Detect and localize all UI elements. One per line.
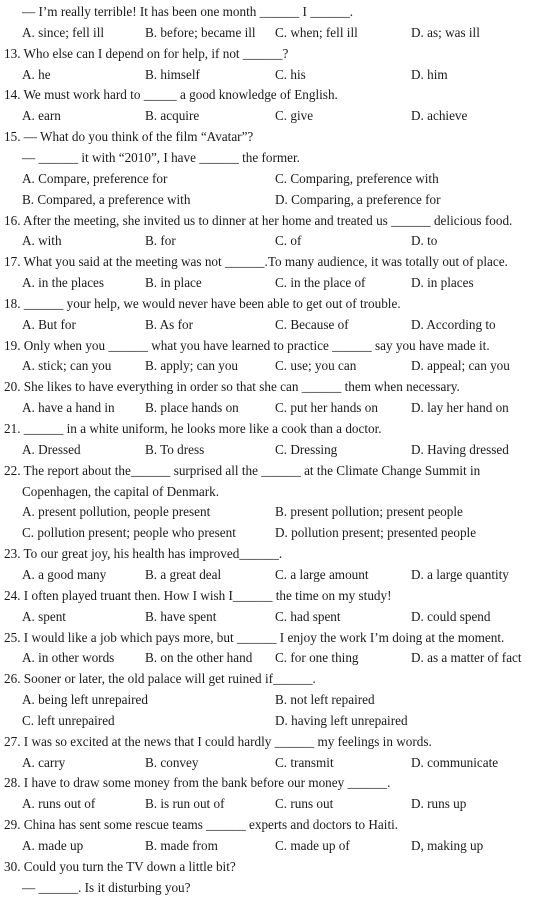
options-line	[0, 564, 543, 585]
answer-option: A. made up	[22, 838, 84, 853]
answer-option: B. have spent	[145, 608, 217, 624]
answer-option: B. To dress	[145, 441, 205, 457]
answer-option: C. made up of	[275, 838, 350, 853]
answer-option: D. in places	[411, 275, 474, 291]
answer-option: C. his	[275, 66, 306, 82]
options-line	[0, 189, 543, 210]
answer-option: B. is run out of	[145, 796, 225, 812]
answer-option: D. Having dressed	[411, 441, 509, 457]
answer-option: A. runs out of	[22, 796, 96, 812]
options-line	[0, 501, 543, 522]
options-line	[0, 606, 543, 627]
answer-option: C. had spent	[275, 608, 341, 624]
answer-option: D. to	[411, 233, 438, 249]
question-line	[0, 293, 543, 314]
answer-option: A. stick; can you	[22, 358, 112, 374]
answer-option: A. spent	[22, 608, 66, 624]
options-line	[0, 105, 543, 126]
answer-option: D. as; was ill	[411, 24, 480, 40]
question-line	[0, 856, 543, 877]
answer-option: B. for	[145, 233, 176, 249]
answer-option: D. a large quantity	[411, 566, 509, 582]
options-line	[0, 355, 543, 376]
answer-option: C. transmit	[275, 754, 334, 770]
options-line	[0, 647, 543, 668]
question-text: — ______ it with “2010”, I have ______ the former.	[22, 149, 300, 165]
question-line	[0, 210, 543, 231]
question-text: 23. To our great joy, his health has improved______.	[4, 546, 283, 562]
options-line	[0, 314, 543, 335]
answer-option: B. himself	[145, 66, 200, 82]
options-line	[0, 397, 543, 418]
answer-option: C. Because of	[275, 316, 349, 332]
answer-option: D. communicate	[411, 754, 499, 770]
answer-option: B. place hands on	[145, 400, 239, 416]
answer-option: B. acquire	[145, 108, 200, 124]
answer-option: A. carry	[22, 754, 66, 770]
answer-option: A. in the places	[22, 275, 105, 291]
answer-option: B. present pollution; present people	[275, 504, 463, 520]
answer-option: D. Comparing, a preference for	[275, 191, 441, 207]
answer-option: C. pollution present; people who present	[22, 525, 236, 541]
answer-option: C. left unrepaired	[22, 712, 115, 728]
question-text: 28. I have to draw some money from the bank before our money ______.	[4, 775, 391, 791]
question-text: 20. She likes to have everything in order so that she can ______ them when necessary.	[4, 379, 460, 395]
answer-option: A. But for	[22, 316, 76, 332]
question-text: 16. After the meeting, she invited us to dinner at her home and treated us ______ delicious food.	[4, 212, 513, 228]
question-text: 18. ______ your help, we would never have been able to get out of trouble.	[4, 295, 401, 311]
options-line	[0, 689, 543, 710]
answer-option: C. in the place of	[275, 275, 366, 291]
answer-option: B. in place	[145, 275, 202, 291]
answer-option: C. of	[275, 233, 302, 249]
question-text: 22. The report about the______ surprised all the ______ at the Climate Change Summit in	[4, 462, 481, 478]
question-line	[0, 814, 543, 835]
answer-option: C. when; fell ill	[275, 24, 358, 40]
answer-option: C. put her hands on	[275, 400, 378, 416]
answer-option: A. have a hand in	[22, 400, 115, 416]
answer-option: D. achieve	[411, 108, 468, 124]
answer-option: A. being left unrepaired	[22, 692, 148, 708]
answer-option: D, making up	[411, 838, 484, 853]
question-text: 27. I was so excited at the news that I could hardly ______ my feelings in words.	[4, 733, 432, 749]
question-line	[0, 335, 543, 356]
answer-option: B. Compared, a preference with	[22, 191, 191, 207]
answer-option: C. a large amount	[275, 566, 369, 582]
answer-option: D. pollution present; presented people	[275, 525, 477, 541]
answer-option: B. As for	[145, 316, 193, 332]
question-line	[0, 543, 543, 564]
question-line	[0, 126, 543, 147]
options-line	[0, 439, 543, 460]
answer-option: D. having left unrepaired	[275, 712, 408, 728]
question-line	[0, 418, 543, 439]
answer-option: D. According to	[411, 316, 496, 332]
answer-option: D. him	[411, 66, 448, 82]
answer-option: D. runs up	[411, 796, 467, 812]
answer-option: C. for one thing	[275, 650, 359, 666]
answer-option: C. give	[275, 108, 314, 124]
answer-option: B. before; became ill	[145, 24, 256, 40]
answer-option: C. use; you can	[275, 358, 357, 374]
question-text: — ______. Is it disturbing you?	[22, 879, 191, 895]
question-text: 30. Could you turn the TV down a little bit?	[4, 858, 236, 874]
answer-option: C. runs out	[275, 796, 334, 812]
answer-option: D. as a matter of fact	[411, 650, 522, 666]
answer-option: B. not left repaired	[275, 692, 375, 708]
answer-option: A. Compare, preference for	[22, 170, 168, 186]
answer-option: B. a great deal	[145, 566, 222, 582]
question-line	[0, 43, 543, 64]
options-line	[0, 168, 543, 189]
answer-option: D. appeal; can you	[411, 358, 510, 374]
answer-option: B. convey	[145, 754, 199, 770]
question-line	[0, 251, 543, 272]
options-line	[0, 522, 543, 543]
answer-option: A. Dressed	[22, 441, 81, 457]
question-line	[0, 668, 543, 689]
question-line	[0, 585, 543, 606]
question-line	[0, 376, 543, 397]
answer-option: D. lay her hand on	[411, 400, 509, 416]
question-text: 17. What you said at the meeting was not ______.To many audience, it was totally out of place.	[4, 254, 508, 270]
question-text: — I’m really terrible! It has been one month ______ I ______.	[22, 4, 354, 19]
question-line	[0, 84, 543, 105]
question-text: Copenhagen, the capital of Denmark.	[22, 483, 220, 499]
question-line	[0, 460, 543, 481]
question-text: 21. ______ in a white uniform, he looks more like a cook than a doctor.	[4, 421, 382, 436]
answer-option: B. apply; can you	[145, 358, 239, 374]
options-line	[0, 710, 543, 731]
question-text: 13. Who else can I depend on for help, if not ______?	[4, 45, 289, 61]
answer-option: A. he	[22, 66, 51, 82]
question-line	[0, 1, 543, 22]
answer-option: A. with	[22, 233, 62, 249]
question-line	[0, 481, 543, 502]
question-line	[0, 627, 543, 648]
question-text: 19. Only when you ______ what you have learned to practice ______ say you have made it.	[4, 337, 490, 353]
options-line	[0, 64, 543, 85]
options-line	[0, 230, 543, 251]
question-text: 26. Sooner or later, the old palace will get ruined if______.	[4, 671, 316, 687]
answer-option: B. on the other hand	[145, 650, 253, 666]
question-line	[0, 147, 543, 168]
answer-option: C. Comparing, preference with	[275, 170, 439, 186]
answer-option: A. earn	[22, 108, 61, 124]
question-text: 15. — What do you think of the film “Avatar”?	[4, 129, 254, 145]
question-text: 29. China has sent some rescue teams ______ experts and doctors to Haiti.	[4, 817, 399, 833]
answer-option: C. Dressing	[275, 441, 338, 457]
question-text: 24. I often played truant then. How I wish I______ the time on my study!	[4, 587, 392, 603]
question-text: 14. We must work hard to _____ a good knowledge of English.	[4, 87, 338, 103]
options-line	[0, 752, 543, 773]
question-line	[0, 731, 543, 752]
options-line	[0, 793, 543, 814]
question-line	[0, 772, 543, 793]
answer-option: A. in other words	[22, 650, 115, 666]
question-line	[0, 877, 543, 898]
answer-option: A. a good many	[22, 566, 107, 582]
answer-option: D. could spend	[411, 608, 491, 624]
answer-option: B. made from	[145, 838, 218, 853]
options-line	[0, 835, 543, 856]
options-line	[0, 22, 543, 43]
options-line	[0, 272, 543, 293]
answer-option: A. since; fell ill	[22, 24, 105, 40]
answer-option: A. present pollution, people present	[22, 504, 211, 520]
question-text: 25. I would like a job which pays more, but ______ I enjoy the work I’m doing at the moment.	[4, 629, 505, 645]
